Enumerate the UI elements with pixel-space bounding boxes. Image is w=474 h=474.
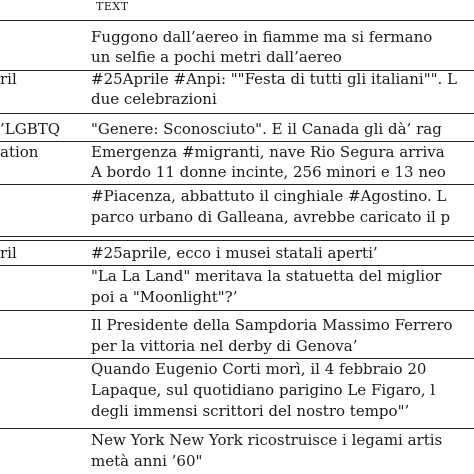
row-text-line: un selfie a pochi metri dall’aereo	[91, 48, 342, 66]
row-text-line: "Genere: Sconosciuto". E il Canada gli dà’ rag	[91, 120, 442, 138]
row-text-line: Emergenza #migranti, nave Rio Segura arriva	[91, 143, 445, 161]
row-text-line: New York New York ricostruisce i legami artis	[91, 431, 443, 449]
row-text-line: Fuggono dall’aereo in fiamme ma si fermano	[91, 28, 433, 46]
row-text-line: per la vittoria nel derby di Genova’	[91, 337, 358, 355]
row-rule	[0, 310, 474, 311]
row-text-line: metà anni ’60"	[91, 452, 203, 470]
section-rule-bottom	[0, 240, 474, 241]
row-text-line: poi a "Moonlight"?’	[91, 288, 238, 306]
row-text-line: due celebrazioni	[91, 90, 217, 108]
header-rule	[0, 20, 474, 21]
row-rule	[0, 428, 474, 429]
row-text-line: Il Presidente della Sampdoria Massimo Ferrero	[91, 316, 453, 334]
row-category: ’LGBTQ	[0, 120, 61, 138]
row-category: ril	[0, 70, 17, 88]
row-text-line: parco urbano di Galleana, avrebbe caricato il p	[91, 208, 451, 226]
row-category: ation	[0, 143, 39, 161]
row-text-line: "La La Land" meritava la statuetta del miglior	[91, 267, 442, 285]
section-rule-top	[0, 236, 474, 237]
column-header-text: TEXT	[96, 0, 129, 13]
row-text-line: #Piacenza, abbattuto il cinghiale #Agostino. L	[91, 187, 447, 205]
row-rule	[0, 184, 474, 185]
row-text-line: degli immensi scrittori del nostro tempo"’	[91, 402, 410, 420]
row-category: ril	[0, 244, 17, 262]
row-text-line: A bordo 11 donne incinte, 256 minori e 13 neo	[91, 163, 446, 181]
row-text-line: #25Aprile #Anpi: ""Festa di tutti gli italiani"". L	[91, 70, 457, 88]
row-text-line: Lapaque, sul quotidiano parigino Le Figaro, l	[91, 381, 436, 399]
row-rule	[0, 113, 474, 114]
row-text-line: #25aprile, ecco i musei statali aperti’	[91, 244, 378, 262]
row-text-line: Quando Eugenio Corti morì, il 4 febbraio 20	[91, 360, 427, 378]
